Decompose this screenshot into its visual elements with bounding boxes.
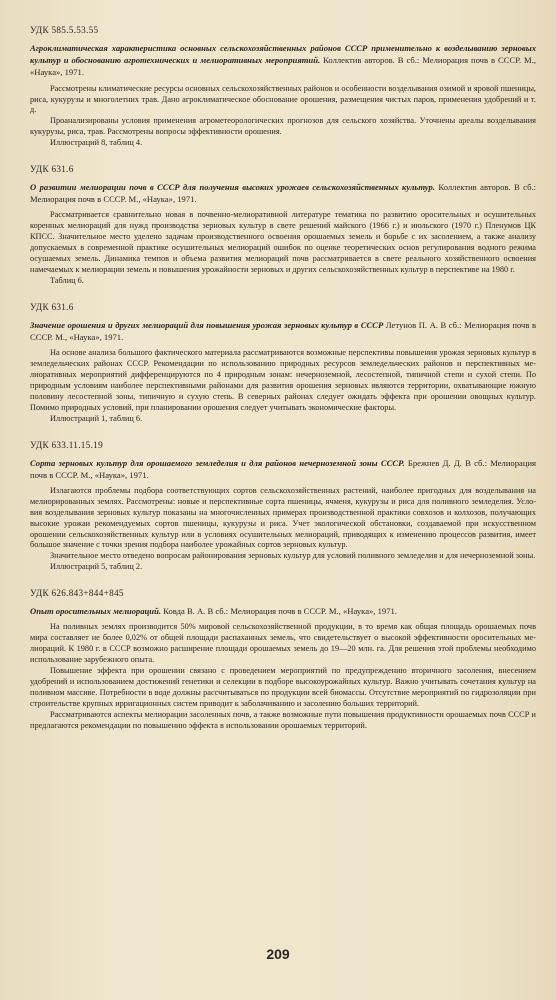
entry-abstract [30,84,536,149]
abstract-entry-4 [30,439,536,574]
entry-citation: Летунов П. А. В сб.: Мелиорация почв в СССР. М., «Наука», 1971. [30,319,536,342]
entry-citation: Ковда В. А. В сб.: Мелиорация почв в СССР. М., «Наука», 1971. [163,606,397,617]
entry-heading [30,605,536,617]
abstract-paragraph: Рассматривается сравнительно новая в почвенно-мелиоративной литературе тематика по развитию оросительных и осушительных коренных мелиораций для нужд производства зерновых культур в свете решений майского (1966 г.) и июльского (1970 г.) Пленумов ЦК КПСС. Значительное место уделено задачам производственного освоения орошаемых земель и борьбе с их засолением, а также анализу допускаемых в современной практике осушительных мелиораций ошибок по оценке теоретических основ регулирования водного режима осушаемых земель. Динамика темпов и объема развития мелиораций почв рассматривается в свете реального хозяйственного освоения намечаемых к мелиорации земель и повышения урожайности зерновых и других сельскохозяйственных культур в перспективе на 1980 г. [30,210,536,274]
abstract-paragraph: На основе анализа большого фактического материала рассматриваются возможные перспективы повышения урожая зерновых культур в земледельческих районах СССР. Рекомендации по использованию природных ресурсов земледельческих районов и перспективных мелиоративных мероприятий дифференцируются по 4 природным зонам: нечерноземной, лесостепной, типичной степи и сухой степи. По природным условиям наиболее перспективными районами для развития орошения зерновых являются территории, охватывающие южную половину лесостепной зоны, типичную и сухую степь. В северных районах следует ожидать эффекта при орошении овощных культур. Помимо природных условий, при планировании орошения следует учитывать экономические факторы. [30,348,536,412]
illustration-count: Иллюстраций 8, таблиц 4. [50,138,143,148]
abstract-entry-3 [30,301,536,425]
udk-code: УДК 626.843+844+845 [30,588,124,599]
entry-heading [30,42,536,79]
abstract-paragraph: Излагаются проблемы подбора соответствующих сортов сельскохозяйственных растений, наиболее пригодных для возделывания на мелиорированных землях. Рассмотрены: новые и перспективные сорта пшеницы, ячменя, кукурузы и риса для поливного земледелия. Условия возделывания зерновых культур показаны на многочисленных примерах производственной практики совхозов и колхозов, получающих высокие урожаи рекомендуемых сортов пшеницы, кукурузы и риса. Учет экологической обстановки, создаваемой при искусственном орошении сельскохозяйственных культур или в условиях осушительных мелиораций, приводящих к изменению процессов развития, имеет большое значение с точки зрения подбора наиболее урожайных сортов зерновых культур. [30,485,536,550]
entry-abstract [30,348,536,424]
abstract-entry-1 [30,24,536,149]
entry-citation: Брежнев Д. Д. В сб.: Мелиорация почв в СССР. М., «Наука», 1971. [30,457,536,480]
entry-citation: Коллектив авторов. В сб.: Мелиорация почв в СССР. М., «Наука», 1971. [30,182,536,205]
abstract-paragraph: Повышение эффекта при орошении связано с проведением мероприятий по предупреждению вторичного засоления, внесением удобрений и использованием достижений генетики и селекции в подборе высокоурожайных культур. Важно учитывать сочетания культур на поливном массиве. Потребности в воде должны рассчитываться по продукции всей биомассы. Отсутствие мероприятий по гидрозоляции при строительстве крупных ирригационных систем приводит к заболачиванию и засолению больших территорий. [30,666,536,708]
udk-code: УДК 585.5.53.55 [30,25,99,35]
entry-title: Агроклиматическая характеристика основных сельскохозяйственных районов СССР применительно к возделыванию зерновых культур и обоснованию агротехнических и мелиоративных мероприятий. [30,43,536,66]
illustration-count: Иллюстраций 1, таблиц 6. [50,413,143,423]
abstract-paragraph: Значительное место отведено вопросам районирования зерновых культур для условий поливного земледелия и для нечерноземной зоны. [50,551,536,561]
abstract-paragraph: На поливных землях производится 50% мировой сельскохозяйственной продукции, в то время как общая площадь орошаемых почв мира составляет не более 0,02% от общей площади распаханных земель, что свидетельствует о высокой эффективности оросительных мелиораций. К 1980 г. в СССР возможно расширение площади орошаемых земель до 19—20 млн. га. Для решения этой проблемы необходимо использование зарубежного опыта. [30,622,536,665]
illustration-count: Иллюстраций 5, таблиц 2. [50,562,143,572]
abstract-entry-5 [30,587,536,731]
page-number: 209 [266,946,290,962]
entry-heading [30,181,536,205]
abstract-paragraph: Рассматриваются аспекты мелиорации засоленных почв, а также возможные пути повышения продуктивности орошаемых почв СССР и предлагаются рекомендации по повышению эффекта в использовании орошаемых территорий. [30,709,536,730]
abstract-entry-2 [30,163,536,287]
udk-code: УДК 631.6 [30,164,74,175]
entry-citation: Коллектив авторов. В сб.: Мелиорация почв в СССР. М., «Наука», 1971. [30,55,536,78]
entry-title: Значение орошения и других мелиораций для повышения урожая зерновых культур в СССР [30,319,384,330]
abstract-paragraph: Рассмотрены климатические ресурсы основных сельскохозяйственных районов и особенности возделывания озимой и яровой пшеницы, риса, кукурузы и многолетних трав. Дано агроклиматическое обоснование орошения, размещения чистых паров, применения удобрений и т. д. [30,83,536,115]
entry-abstract [30,622,536,731]
entry-abstract [30,486,536,573]
entry-abstract [30,210,536,286]
entry-title: О развитии мелиорации почв в СССР для получения высоких урожаев сельскохозяйственных культур. [30,182,435,193]
entry-title: Сорта зерновых культур для орошаемого земледелия и для районов нечерноземной зоны СССР. [30,457,405,468]
illustration-count: Таблиц 6. [50,275,84,285]
udk-code: УДК 631.6 [30,301,74,312]
udk-code: УДК 633.11.15.19 [30,439,103,450]
abstract-paragraph: Проанализированы условия применения агрометеорологических прогнозов для сельского хозяйства. Уточнены ареалы возделывания кукурузы, риса, трав. Рассмотрены вопросы эффективности орошения. [30,116,536,137]
entry-title: Опыт оросительных мелиораций. [30,606,162,617]
entry-heading [30,457,536,481]
entry-heading [30,319,536,343]
